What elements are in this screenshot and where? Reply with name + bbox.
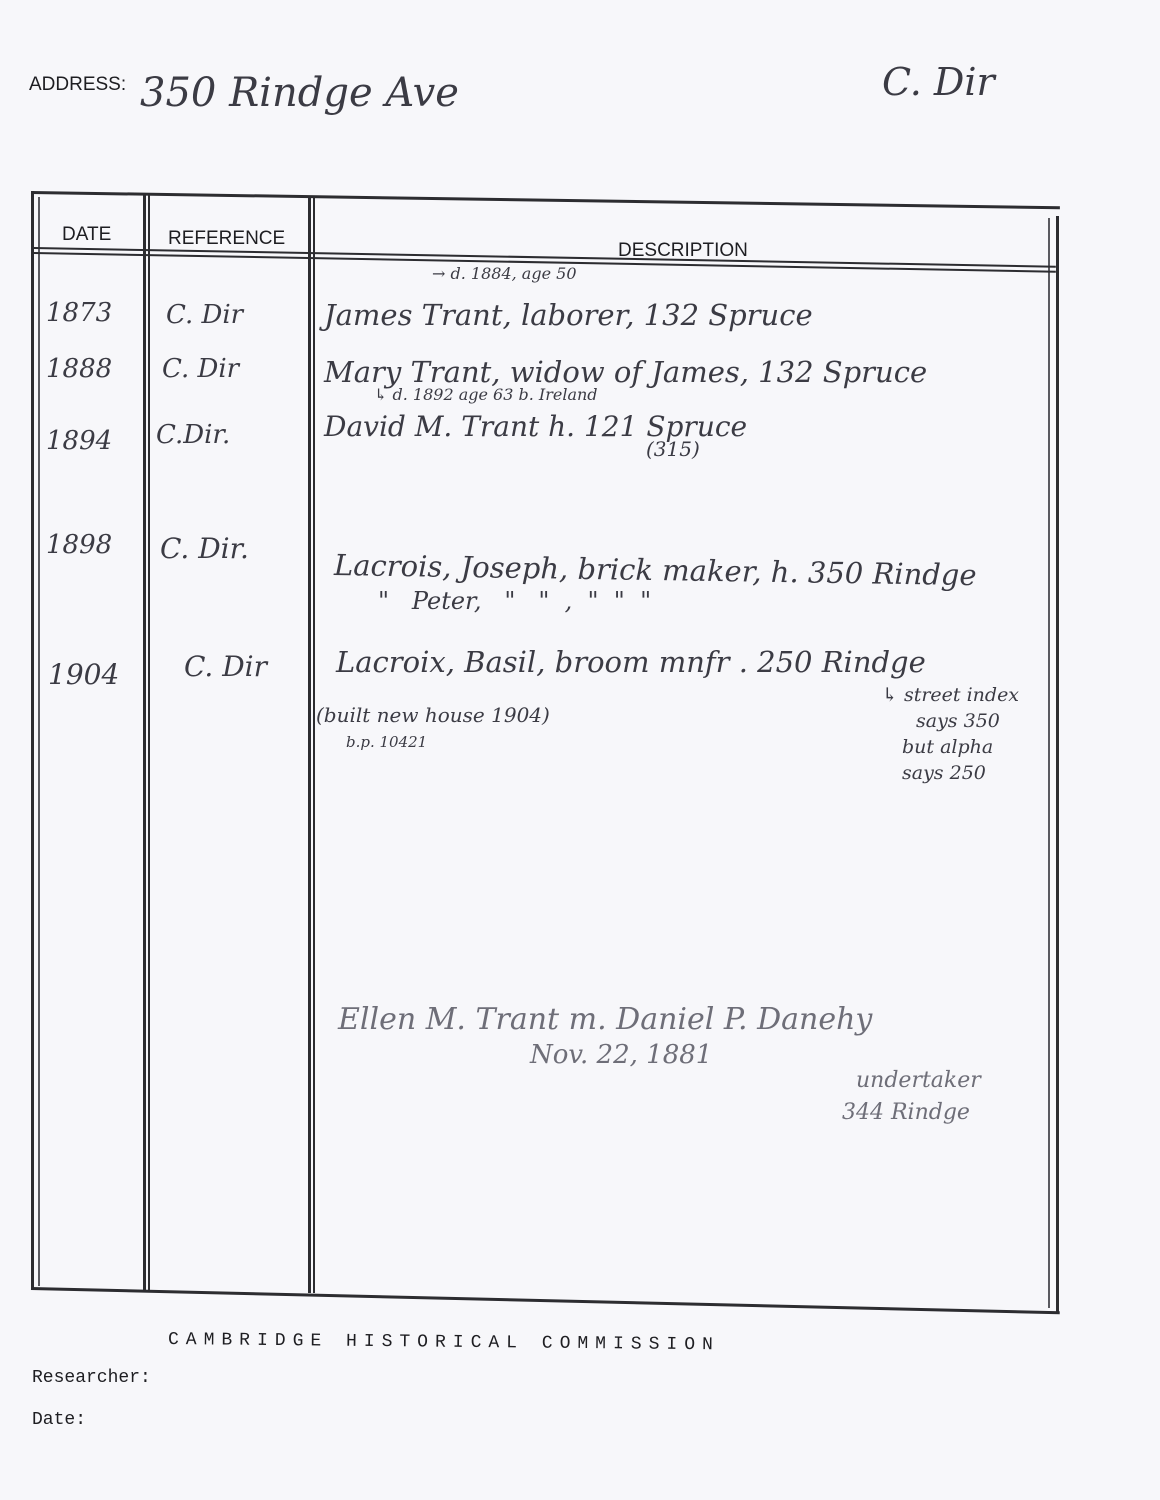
row-date: 1873 bbox=[46, 298, 113, 328]
row-annotation-permit: b.p. 10421 bbox=[346, 733, 428, 751]
column-header-date: DATE bbox=[62, 224, 112, 245]
row-annotation: (315) bbox=[646, 437, 700, 461]
row-reference: C. Dir. bbox=[160, 532, 249, 565]
bottom-note-line2: Nov. 22, 1881 bbox=[530, 1040, 713, 1070]
bottom-note-line1: Ellen M. Trant m. Daniel P. Danehy bbox=[338, 1002, 873, 1037]
row-description: James Trant, laborer, 132 Spruce bbox=[324, 298, 813, 332]
row-date: 1898 bbox=[46, 530, 113, 560]
bottom-note-side1: undertaker bbox=[856, 1068, 981, 1093]
address-value: 350 Rindge Ave bbox=[140, 70, 459, 116]
side-note-line: but alpha bbox=[902, 736, 994, 758]
commission-name: CAMBRIDGE HISTORICAL COMMISSION bbox=[167, 1330, 720, 1356]
row-description: Mary Trant, widow of James, 132 Spruce bbox=[324, 355, 928, 389]
column-header-description: DESCRIPTION bbox=[618, 240, 748, 261]
column-header-reference: REFERENCE bbox=[168, 228, 286, 249]
side-note-line: says 350 bbox=[916, 710, 1000, 732]
row-annotation: (built new house 1904) bbox=[316, 703, 550, 727]
side-note-line: says 250 bbox=[902, 762, 986, 784]
row-reference: C. Dir bbox=[162, 354, 240, 384]
address-label: ADDRESS: bbox=[29, 74, 127, 95]
row-annotation: " Peter, " " , " " " bbox=[378, 587, 652, 615]
row-annotation: → d. 1884, age 50 bbox=[432, 264, 577, 283]
row-reference: C.Dir. bbox=[156, 420, 231, 450]
row-reference: C. Dir bbox=[184, 650, 268, 683]
researcher-label: Researcher: bbox=[32, 1368, 151, 1388]
top-right-note: C. Dir bbox=[882, 60, 995, 104]
row-date: 1904 bbox=[48, 658, 120, 691]
row-date: 1894 bbox=[46, 426, 113, 456]
row-reference: C. Dir bbox=[166, 300, 244, 330]
side-note bbox=[882, 682, 1019, 786]
row-description: Lacrois, Joseph, brick maker, h. 350 Rindge bbox=[333, 548, 977, 593]
row-date: 1888 bbox=[46, 354, 113, 384]
row-description: Lacroix, Basil, broom mnfr . 250 Rindge bbox=[336, 645, 926, 679]
bottom-note-side2: 344 Rindge bbox=[842, 1100, 970, 1125]
date-label: Date: bbox=[32, 1410, 87, 1430]
row-description: David M. Trant h. 121 Spruce bbox=[324, 410, 748, 443]
row-annotation: ↳ d. 1892 age 63 b. Ireland bbox=[374, 385, 598, 404]
side-note-line: ↳ street index bbox=[882, 684, 1020, 706]
